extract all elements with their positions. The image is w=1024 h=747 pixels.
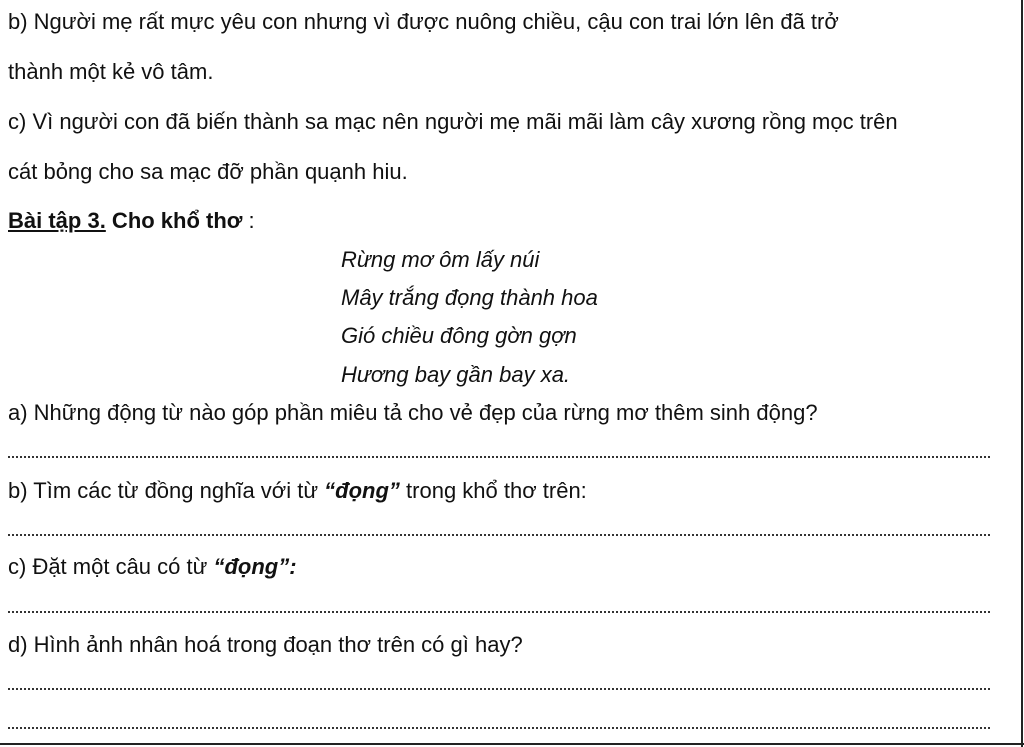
question-d: d) Hình ảnh nhân hoá trong đoạn thơ trên có gì hay? [8,632,523,657]
question-b-term: “đọng” [324,478,400,503]
poem-line-1: Rừng mơ ôm lấy núi [341,247,540,272]
question-b [8,477,587,505]
exercise-title-colon: : [242,208,255,233]
exercise-title-rest: Cho khổ thơ [105,208,243,233]
answer-line-b[interactable] [8,534,990,536]
poem-line-2: Mây trắng đọng thành hoa [341,285,598,310]
answer-line-d-2[interactable] [8,727,990,729]
paragraph-c-line-1: c) Vì người con đã biến thành sa mạc nên người mẹ mãi mãi làm cây xương rồng mọc trên [8,109,898,134]
question-b-prefix: b) Tìm các từ đồng nghĩa với từ [8,478,325,503]
exercise-title: Bài tập 3. [8,208,106,233]
page-right-border [1021,0,1023,747]
poem-line-4: Hương bay gần bay xa. [341,362,571,387]
paragraph-b-line-1: b) Người mẹ rất mực yêu con nhưng vì được nuông chiều, cậu con trai lớn lên đã trở [8,9,839,34]
question-b-suffix: trong khổ thơ trên: [399,478,587,503]
paragraph-b-line-2: thành một kẻ vô tâm. [8,59,214,84]
answer-line-d-1[interactable] [8,688,990,690]
question-c-term: “đọng”: [213,554,297,579]
question-c-prefix: c) Đặt một câu có từ [8,554,214,579]
answer-line-c[interactable] [8,611,990,613]
question-a: a) Những động từ nào góp phần miêu tả cho vẻ đẹp của rừng mơ thêm sinh động? [8,400,818,425]
paragraph-c-line-2: cát bỏng cho sa mạc đỡ phần quạnh hiu. [8,159,408,184]
poem-line-3: Gió chiều đông gờn gợn [341,323,577,348]
question-c [8,553,297,581]
answer-line-a[interactable] [8,456,990,458]
page-bottom-border [0,743,1024,745]
exercise-heading [8,207,255,235]
